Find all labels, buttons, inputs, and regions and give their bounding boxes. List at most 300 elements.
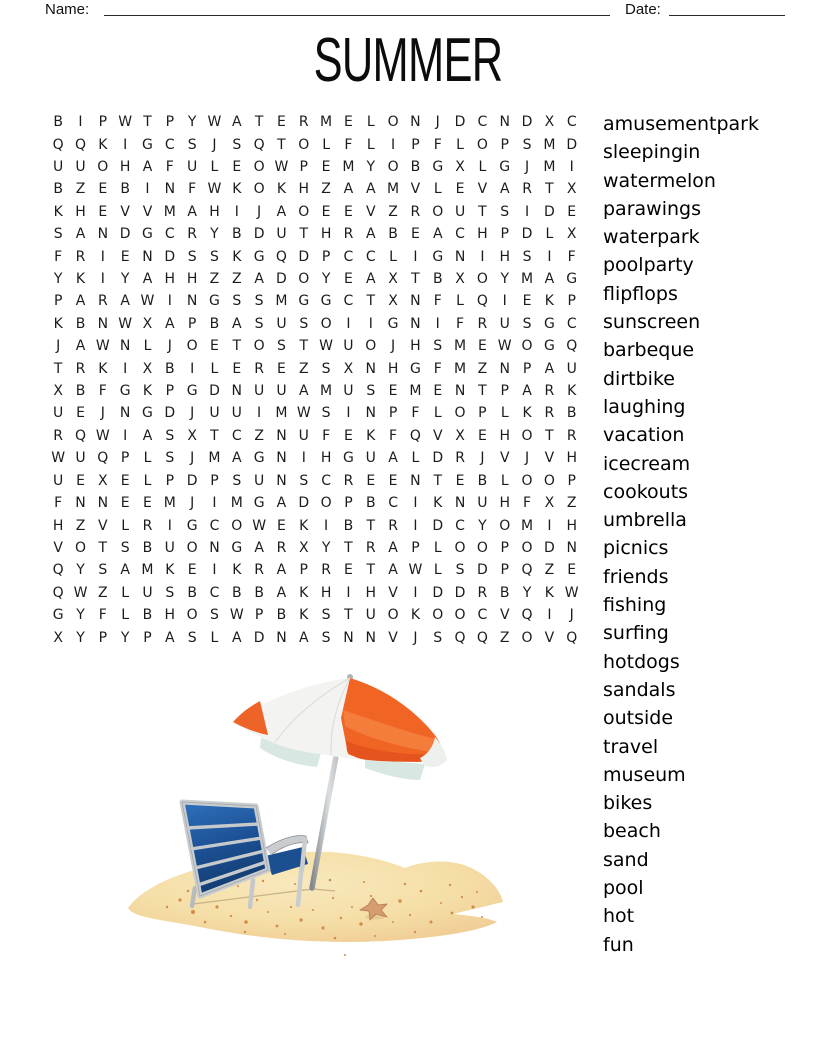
grid-cell: X	[544, 114, 555, 131]
grid-cell: M	[454, 360, 467, 377]
grid-cell: J	[413, 629, 418, 646]
grid-cell: N	[365, 405, 376, 422]
grid-cell: Q	[52, 136, 64, 153]
grid-cell: E	[410, 226, 420, 243]
grid-cell: Y	[500, 271, 509, 288]
word-list-item: fishing	[603, 594, 667, 617]
grid-cell: S	[500, 203, 510, 220]
grid-cell: D	[543, 539, 555, 556]
grid-cell: E	[455, 472, 465, 489]
grid-cell: F	[98, 607, 107, 624]
grid-cell: Z	[298, 360, 309, 377]
word-list-item: pool	[603, 877, 644, 900]
grid-cell: I	[167, 517, 172, 534]
grid-cell: U	[209, 405, 220, 422]
grid-cell: P	[500, 136, 509, 153]
grid-cell: K	[232, 181, 242, 198]
grid-cell: O	[521, 427, 533, 444]
grid-cell: K	[75, 271, 86, 288]
grid-cell: D	[298, 248, 310, 265]
grid-cell: M	[163, 203, 176, 220]
grid-cell: T	[299, 226, 309, 243]
grid-cell: Z	[566, 495, 577, 512]
grid-cell: C	[209, 584, 220, 601]
grid-cell: W	[408, 562, 423, 579]
grid-cell: Z	[388, 203, 398, 220]
grid-cell: E	[277, 114, 286, 131]
grid-cell: E	[120, 495, 130, 512]
word-list-item: laughing	[603, 395, 686, 418]
grid-cell: P	[411, 136, 420, 153]
grid-cell: R	[97, 293, 108, 310]
word-list-item: museum	[603, 763, 686, 786]
grid-cell: A	[165, 629, 175, 646]
grid-cell: I	[547, 517, 552, 534]
grid-cell: N	[276, 450, 287, 467]
grid-cell: V	[544, 450, 555, 467]
word-list-item: poolparty	[603, 254, 694, 277]
grid-cell: M	[409, 383, 422, 400]
grid-cell: A	[544, 360, 555, 377]
grid-cell: V	[388, 629, 398, 646]
word-list-item: sunscreen	[603, 311, 701, 334]
grid-cell: B	[343, 517, 354, 534]
date-blank-line	[669, 0, 785, 16]
grid-cell: S	[120, 539, 130, 556]
grid-cell: M	[543, 136, 556, 153]
grid-cell: O	[298, 271, 310, 288]
grid-cell: D	[543, 203, 555, 220]
grid-cell: P	[254, 607, 264, 624]
grid-cell: E	[344, 427, 353, 444]
grid-cell: A	[254, 539, 264, 556]
grid-cell: Y	[120, 271, 130, 288]
grid-cell: S	[232, 472, 242, 489]
grid-cell: N	[499, 114, 510, 131]
word-list-item: watermelon	[603, 169, 716, 192]
grid-cell: X	[455, 159, 465, 176]
grid-cell: F	[433, 136, 442, 153]
grid-cell: T	[254, 114, 264, 131]
grid-cell: J	[391, 338, 396, 355]
grid-cell: F	[322, 427, 331, 444]
grid-cell: I	[368, 315, 373, 332]
grid-cell: G	[298, 293, 310, 310]
grid-cell: V	[388, 584, 398, 601]
grid-cell: N	[142, 248, 153, 265]
grid-cell: N	[499, 360, 510, 377]
grid-cell: Z	[254, 427, 264, 444]
grid-cell: A	[298, 383, 309, 400]
grid-cell: W	[207, 114, 222, 131]
grid-cell: I	[123, 427, 128, 444]
grid-cell: H	[164, 271, 176, 288]
grid-cell: H	[566, 517, 577, 534]
grid-cell: K	[544, 293, 554, 310]
grid-cell: R	[365, 539, 376, 556]
grid-cell: F	[54, 248, 63, 265]
grid-cell: U	[253, 472, 265, 489]
grid-cell: U	[477, 495, 488, 512]
grid-cell: O	[365, 338, 377, 355]
grid-cell: S	[232, 136, 242, 153]
grid-cell: Q	[476, 293, 488, 310]
grid-cell: I	[547, 248, 552, 265]
grid-cell: A	[276, 495, 287, 512]
grid-cell: V	[432, 427, 443, 444]
grid-cell: G	[119, 383, 131, 400]
grid-cell: R	[343, 472, 354, 489]
grid-cell: S	[522, 248, 532, 265]
grid-cell: C	[231, 427, 242, 444]
grid-cell: R	[75, 248, 86, 265]
grid-cell: B	[276, 607, 287, 624]
grid-cell: P	[500, 383, 509, 400]
grid-cell: X	[98, 472, 108, 489]
grid-cell: I	[346, 315, 351, 332]
grid-cell: R	[522, 181, 532, 198]
grid-cell: S	[210, 248, 219, 265]
grid-cell: E	[433, 383, 443, 400]
grid-cell: A	[142, 427, 153, 444]
grid-cell: F	[165, 159, 174, 176]
grid-cell: E	[76, 472, 85, 489]
grid-cell: S	[232, 293, 242, 310]
grid-cell: A	[365, 226, 376, 243]
grid-cell: U	[53, 159, 64, 176]
grid-cell: U	[253, 383, 265, 400]
grid-cell: D	[432, 450, 444, 467]
grid-cell: A	[75, 226, 86, 243]
grid-cell: E	[120, 472, 130, 489]
grid-cell: Y	[366, 159, 376, 176]
word-list-item: barbeque	[603, 339, 695, 362]
grid-cell: C	[455, 226, 465, 243]
grid-cell: C	[477, 607, 488, 624]
grid-cell: S	[321, 629, 331, 646]
grid-cell: Z	[98, 584, 108, 601]
grid-cell: E	[344, 203, 353, 220]
grid-cell: R	[544, 383, 555, 400]
grid-cell: K	[53, 203, 63, 220]
grid-cell: N	[209, 539, 220, 556]
grid-cell: G	[52, 607, 64, 624]
grid-cell: N	[410, 472, 421, 489]
grid-cell: J	[190, 405, 195, 422]
grid-cell: O	[253, 338, 265, 355]
grid-cell: P	[500, 226, 509, 243]
grid-cell: I	[569, 159, 574, 176]
word-list-item: sleepingin	[603, 141, 701, 164]
grid-cell: V	[410, 181, 421, 198]
grid-cell: M	[387, 181, 400, 198]
word-list-item: icecream	[603, 452, 691, 475]
grid-cell: B	[254, 584, 264, 601]
grid-cell: R	[53, 427, 64, 444]
grid-cell: B	[410, 159, 421, 176]
word-list-item: travel	[603, 735, 659, 758]
grid-cell: E	[344, 562, 353, 579]
grid-cell: H	[209, 203, 220, 220]
grid-cell: G	[253, 248, 265, 265]
grid-cell: U	[142, 584, 153, 601]
grid-cell: P	[478, 405, 487, 422]
grid-cell: L	[210, 360, 219, 377]
grid-cell: N	[276, 427, 287, 444]
puzzle-title: SUMMER	[313, 26, 503, 95]
grid-cell: X	[455, 271, 465, 288]
grid-cell: L	[143, 450, 152, 467]
grid-cell: I	[346, 584, 351, 601]
grid-cell: U	[231, 405, 242, 422]
grid-cell: I	[167, 293, 172, 310]
word-list-item: beach	[603, 820, 661, 843]
word-list-item: outside	[603, 707, 674, 730]
grid-cell: A	[388, 450, 398, 467]
grid-cell: G	[543, 338, 555, 355]
grid-cell: I	[324, 517, 329, 534]
grid-cell: F	[433, 293, 442, 310]
grid-cell: A	[365, 181, 376, 198]
grid-cell: G	[432, 248, 444, 265]
grid-cell: W	[296, 405, 311, 422]
grid-cell: A	[254, 271, 264, 288]
grid-cell: J	[524, 450, 530, 467]
grid-cell: U	[454, 203, 466, 220]
grid-cell: W	[319, 338, 334, 355]
grid-cell: H	[52, 517, 64, 534]
grid-cell: E	[567, 562, 577, 579]
grid-cell: U	[53, 405, 64, 422]
grid-cell: S	[522, 315, 532, 332]
grid-cell: N	[410, 315, 421, 332]
grid-cell: O	[476, 136, 488, 153]
grid-cell: P	[165, 114, 175, 131]
grid-cell: K	[299, 607, 309, 624]
grid-cell: I	[547, 607, 552, 624]
grid-cell: E	[277, 517, 286, 534]
grid-cell: I	[234, 203, 239, 220]
word-list	[603, 110, 759, 959]
grid-cell: V	[365, 203, 376, 220]
word-list-item: surfing	[603, 622, 669, 645]
grid-cell: X	[566, 181, 577, 198]
grid-cell: Y	[522, 584, 532, 601]
grid-cell: L	[456, 293, 464, 310]
grid-cell: Y	[478, 517, 487, 534]
grid-cell: D	[432, 517, 444, 534]
grid-cell: X	[53, 629, 63, 646]
grid-cell: O	[454, 539, 466, 556]
name-label: Name:	[45, 1, 90, 18]
grid-cell: E	[98, 181, 108, 198]
grid-cell: K	[98, 136, 108, 153]
word-list-item: friends	[603, 565, 669, 588]
grid-cell: C	[209, 517, 220, 534]
grid-cell: H	[410, 338, 421, 355]
grid-cell: O	[521, 539, 533, 556]
grid-cell: B	[388, 226, 398, 243]
grid-cell: Z	[209, 271, 220, 288]
grid-cell: W	[95, 427, 110, 444]
grid-cell: V	[544, 629, 555, 646]
grid-cell: I	[435, 315, 440, 332]
grid-cell: K	[53, 315, 63, 332]
grid-cell: K	[433, 495, 443, 512]
grid-cell: F	[433, 360, 442, 377]
grid-cell: L	[433, 539, 442, 556]
grid-cell: O	[253, 159, 265, 176]
grid-cell: D	[253, 629, 265, 646]
grid-cell: K	[98, 360, 108, 377]
grid-cell: W	[73, 584, 88, 601]
grid-cell: G	[231, 539, 243, 556]
grid-cell: G	[343, 450, 354, 467]
grid-cell: U	[75, 159, 86, 176]
grid-cell: U	[365, 450, 376, 467]
grid-cell: R	[321, 562, 331, 579]
grid-cell: I	[100, 271, 105, 288]
grid-cell: X	[53, 383, 63, 400]
grid-cell: A	[120, 293, 130, 310]
grid-cell: C	[164, 136, 175, 153]
grid-cell: T	[210, 427, 219, 444]
grid-cell: X	[142, 315, 153, 332]
word-list-item: bikes	[603, 792, 653, 815]
grid-cell: D	[521, 114, 533, 131]
grid-cell: T	[478, 383, 487, 400]
grid-cell: E	[321, 203, 331, 220]
grid-cell: R	[566, 427, 577, 444]
grid-cell: L	[121, 517, 130, 534]
grid-cell: Q	[52, 584, 64, 601]
grid-cell: W	[51, 450, 66, 467]
grid-cell: I	[413, 517, 418, 534]
grid-cell: I	[145, 181, 150, 198]
grid-cell: S	[98, 562, 108, 579]
grid-cell: P	[344, 495, 353, 512]
grid-cell: E	[321, 159, 331, 176]
grid-cell: B	[75, 383, 86, 400]
grid-cell: G	[186, 383, 198, 400]
grid-cell: P	[187, 315, 197, 332]
grid-cell: A	[75, 293, 86, 310]
grid-cell: U	[365, 607, 376, 624]
grid-cell: C	[343, 248, 354, 265]
grid-cell: U	[164, 539, 175, 556]
grid-cell: R	[455, 450, 465, 467]
grid-cell: I	[190, 360, 195, 377]
grid-cell: B	[120, 181, 130, 198]
grid-cell: Z	[477, 360, 488, 377]
grid-cell: Q	[409, 427, 421, 444]
grid-cell: I	[502, 293, 507, 310]
grid-cell: H	[186, 271, 198, 288]
grid-cell: B	[477, 472, 488, 489]
grid-cell: A	[232, 315, 242, 332]
grid-cell: H	[298, 181, 310, 198]
grid-cell: B	[165, 360, 175, 377]
grid-cell: H	[164, 607, 176, 624]
grid-cell: T	[98, 539, 108, 556]
grid-cell: F	[567, 248, 576, 265]
grid-cell: O	[476, 539, 488, 556]
grid-cell: M	[521, 517, 534, 534]
grid-cell: P	[165, 383, 175, 400]
grid-cell: Q	[74, 136, 86, 153]
grid-cell: M	[208, 450, 221, 467]
grid-cell: G	[142, 136, 153, 153]
word-list-item: cookouts	[603, 480, 689, 503]
word-list-item: flipflops	[603, 282, 678, 305]
grid-cell: E	[388, 472, 398, 489]
grid-cell: Y	[120, 629, 130, 646]
grid-cell: X	[388, 271, 398, 288]
grid-cell: R	[343, 226, 354, 243]
grid-cell: S	[187, 629, 197, 646]
grid-cell: Y	[321, 539, 331, 556]
grid-cell: L	[366, 136, 375, 153]
grid-cell: G	[253, 450, 265, 467]
grid-cell: A	[142, 159, 153, 176]
word-list-item: fun	[603, 933, 634, 956]
grid-cell: P	[411, 539, 420, 556]
grid-cell: C	[388, 495, 398, 512]
grid-cell: S	[299, 472, 309, 489]
grid-cell: N	[410, 293, 421, 310]
grid-cell: U	[187, 159, 198, 176]
grid-cell: I	[257, 405, 262, 422]
word-list-item: waterpark	[603, 226, 700, 249]
grid-cell: C	[321, 472, 331, 489]
grid-cell: K	[232, 562, 242, 579]
grid-cell: W	[229, 607, 244, 624]
grid-cell: E	[366, 472, 376, 489]
grid-cell: G	[409, 360, 421, 377]
grid-cell: O	[454, 607, 466, 624]
grid-cell: Q	[521, 562, 533, 579]
grid-cell: O	[320, 315, 332, 332]
grid-cell: P	[321, 248, 331, 265]
grid-cell: N	[454, 248, 466, 265]
grid-cell: N	[410, 114, 421, 131]
grid-cell: B	[432, 271, 443, 288]
grid-cell: N	[343, 629, 354, 646]
grid-cell: L	[433, 562, 442, 579]
grid-cell: A	[343, 181, 354, 198]
grid-cell: W	[252, 517, 267, 534]
grid-cell: R	[410, 203, 421, 220]
grid-cell: R	[388, 517, 398, 534]
grid-cell: H	[320, 226, 332, 243]
grid-cell: H	[477, 226, 488, 243]
grid-cell: O	[231, 517, 243, 534]
grid-cell: D	[298, 495, 310, 512]
grid-cell: L	[121, 607, 130, 624]
grid-cell: N	[186, 293, 198, 310]
grid-cell: T	[366, 293, 376, 310]
grid-cell: M	[163, 495, 176, 512]
grid-cell: P	[500, 539, 509, 556]
grid-cell: L	[478, 159, 487, 176]
grid-cell: N	[231, 383, 243, 400]
grid-cell: W	[207, 181, 222, 198]
grid-cell: I	[480, 248, 485, 265]
grid-cell: J	[190, 450, 195, 467]
grid-cell: O	[186, 338, 198, 355]
grid-cell: E	[344, 271, 353, 288]
grid-cell: E	[388, 383, 398, 400]
